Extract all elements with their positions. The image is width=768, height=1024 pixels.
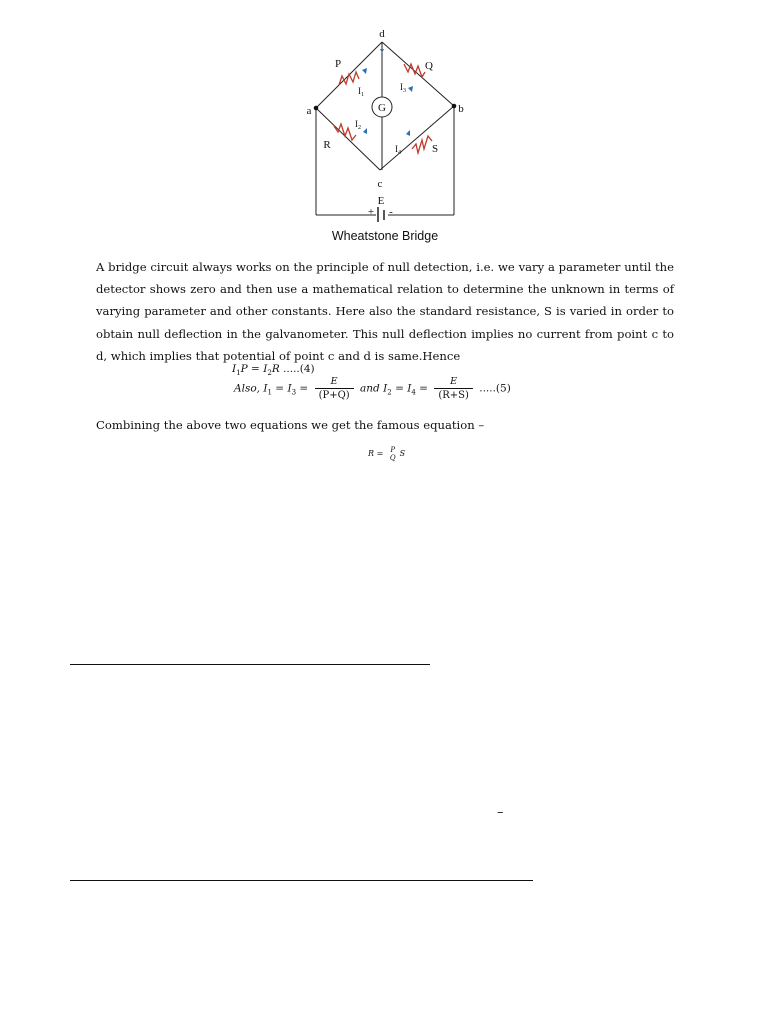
- fraction-e-over-rs: [434, 376, 473, 401]
- horizontal-rule-2: [70, 880, 533, 881]
- arrow-i1: [362, 68, 367, 74]
- final-eq-numerator: P: [390, 446, 396, 454]
- node-a-dot: [314, 106, 319, 111]
- final-eq-denominator: Q: [389, 454, 396, 462]
- fraction-1-denominator: (P+Q): [315, 388, 354, 401]
- battery-plus: +: [367, 206, 375, 218]
- arrow-i2: [363, 128, 367, 134]
- equation-5-and: and: [360, 382, 380, 395]
- resistor-p-label: P: [334, 58, 342, 70]
- fraction-1-numerator: E: [330, 376, 338, 387]
- final-equation: R = P Q S: [368, 446, 406, 462]
- paragraph-text: A bridge circuit always works on the principle of null detection, i.e. we vary a parameter until the detector shows zero and then use a mathematical relation to determine the unknown in terms of varying parameter and other constants. Here also the standard resistance, S is varied in order to obtain null deflection in the galvanometer. This null deflection implies no current from point c to d, which implies that potential of point c and d is same.Hence: [96, 260, 674, 363]
- current-i3-label: $I_3$: [400, 82, 406, 94]
- current-i4-label: $I_4$: [395, 144, 401, 156]
- fraction-2-denominator: (R+S): [434, 388, 473, 401]
- equation-4-tag: .....(4): [283, 363, 315, 375]
- wheatstone-bridge-diagram: [296, 22, 466, 222]
- combining-sentence: Combining the above two equations we get the famous equation –: [96, 418, 485, 432]
- body-paragraph: [96, 256, 674, 367]
- resistor-r: [334, 124, 356, 140]
- equation-5-tag: .....(5): [479, 382, 511, 395]
- current-i2-label: $I_2$: [355, 119, 361, 131]
- arrow-i4: [406, 130, 410, 136]
- battery: [378, 207, 384, 222]
- equation-5: Also, $I_1 = I_3$ = $\frac{E}{(P+Q)}$ and $I_2 = I_4$ = $\frac{E}{(R+S)}$ .....(5): [234, 376, 511, 401]
- fraction-2-numerator: E: [450, 376, 458, 387]
- arrow-d: [380, 49, 384, 53]
- node-c-label: c: [377, 178, 383, 190]
- node-b-dot: [452, 104, 457, 109]
- current-i1-label: $I_1$: [358, 86, 364, 98]
- battery-minus: -: [389, 206, 393, 218]
- resistor-s-label: S: [431, 143, 439, 155]
- resistor-p: [339, 72, 359, 85]
- final-eq-lhs: R: [368, 449, 375, 458]
- equation-4: $I_1P = I_2R$ .....(4): [232, 363, 315, 378]
- arrow-i3: [408, 86, 413, 92]
- equation-5-also: Also,: [234, 382, 260, 395]
- node-b-label: b: [458, 103, 464, 115]
- battery-label: E: [377, 195, 385, 207]
- galvanometer-label: G: [378, 102, 386, 114]
- resistor-s: [412, 136, 432, 153]
- fraction-e-over-pq: [315, 376, 354, 401]
- stray-dash: –: [497, 805, 504, 820]
- final-eq-rhs: S: [399, 449, 406, 458]
- resistor-q-label: Q: [425, 60, 433, 72]
- resistor-r-label: R: [323, 139, 331, 151]
- horizontal-rule-1: [70, 664, 430, 665]
- node-d-label: d: [379, 28, 385, 40]
- node-a-label: a: [306, 105, 312, 117]
- figure-caption: Wheatstone Bridge: [331, 229, 439, 243]
- final-eq-fraction: [389, 446, 397, 462]
